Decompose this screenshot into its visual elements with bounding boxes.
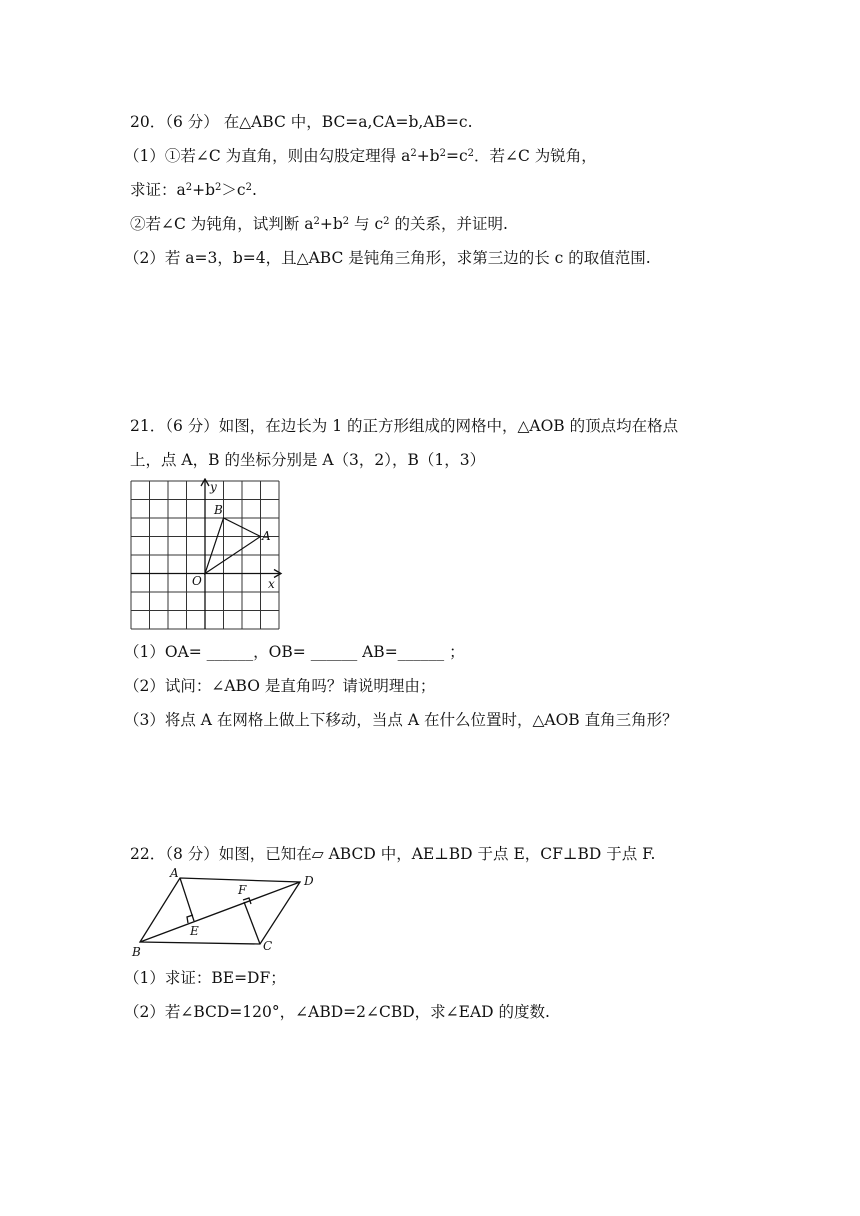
segment-cf	[244, 902, 260, 944]
label-e: E	[190, 924, 199, 938]
q21-heading-line1: 21．（6 分）如图，在边长为 1 的正方形组成的网格中，△AOB 的顶点均在格点	[130, 417, 679, 435]
label-c: C	[263, 939, 273, 953]
label-y: y	[210, 480, 217, 494]
q22-part1: （1）求证：BE=DF；	[124, 969, 286, 987]
triangle-aob	[205, 518, 261, 574]
q21-grid-figure	[128, 478, 288, 634]
q21-part1: （1）OA= ______，OB= ______ AB=______ ；	[124, 643, 465, 661]
label-f: F	[238, 883, 247, 897]
label-o: O	[192, 574, 202, 588]
diagonal-bd	[140, 882, 300, 942]
q22-heading: 22．（8 分）如图，已知在▱ ABCD 中，AE⊥BD 于点 E，CF⊥BD 于点 F.	[130, 845, 656, 863]
q20-heading: 20．（6 分） 在△ABC 中，BC=a,CA=b,AB=c.	[130, 113, 473, 131]
label-b: B	[132, 945, 141, 959]
q21-part2: （2）试问：∠ABO 是直角吗？请说明理由；	[124, 677, 436, 695]
q20-part1-line3: ②若∠C 为钝角，试判断 $a^2+b^2$ 与 $c^2$ 的关系，并证明.	[130, 215, 508, 233]
q20-part1-line2: 求证：$a^2+b^2>c^2$.	[130, 181, 257, 199]
label-d: D	[304, 874, 314, 888]
q22-parallelogram-figure	[128, 864, 328, 960]
q20-part1-line1: （1）①若∠C 为直角，则由勾股定理得 $a^2+b^2=c^2$．若∠C 为锐角，	[124, 147, 597, 165]
q20-part2: （2）若 a=3，b=4，且△ABC 是钝角三角形，求第三边的长 c 的取值范围.	[124, 249, 651, 267]
q21-part3: （3）将点 A 在网格上做上下移动，当点 A 在什么位置时，△AOB 直角三角形？	[124, 711, 678, 729]
q22-part2: （2）若∠BCD=120°，∠ABD=2∠CBD，求∠EAD 的度数.	[124, 1003, 550, 1021]
label-b: B	[214, 503, 223, 517]
q21-heading-line2: 上，点 A，B 的坐标分别是 A（3，2），B（1，3）	[130, 451, 486, 469]
segment-ae	[180, 878, 194, 921]
parallelogram-abcd	[140, 878, 300, 944]
label-x: x	[268, 577, 275, 591]
label-a: A	[262, 529, 271, 543]
label-a: A	[170, 866, 179, 880]
